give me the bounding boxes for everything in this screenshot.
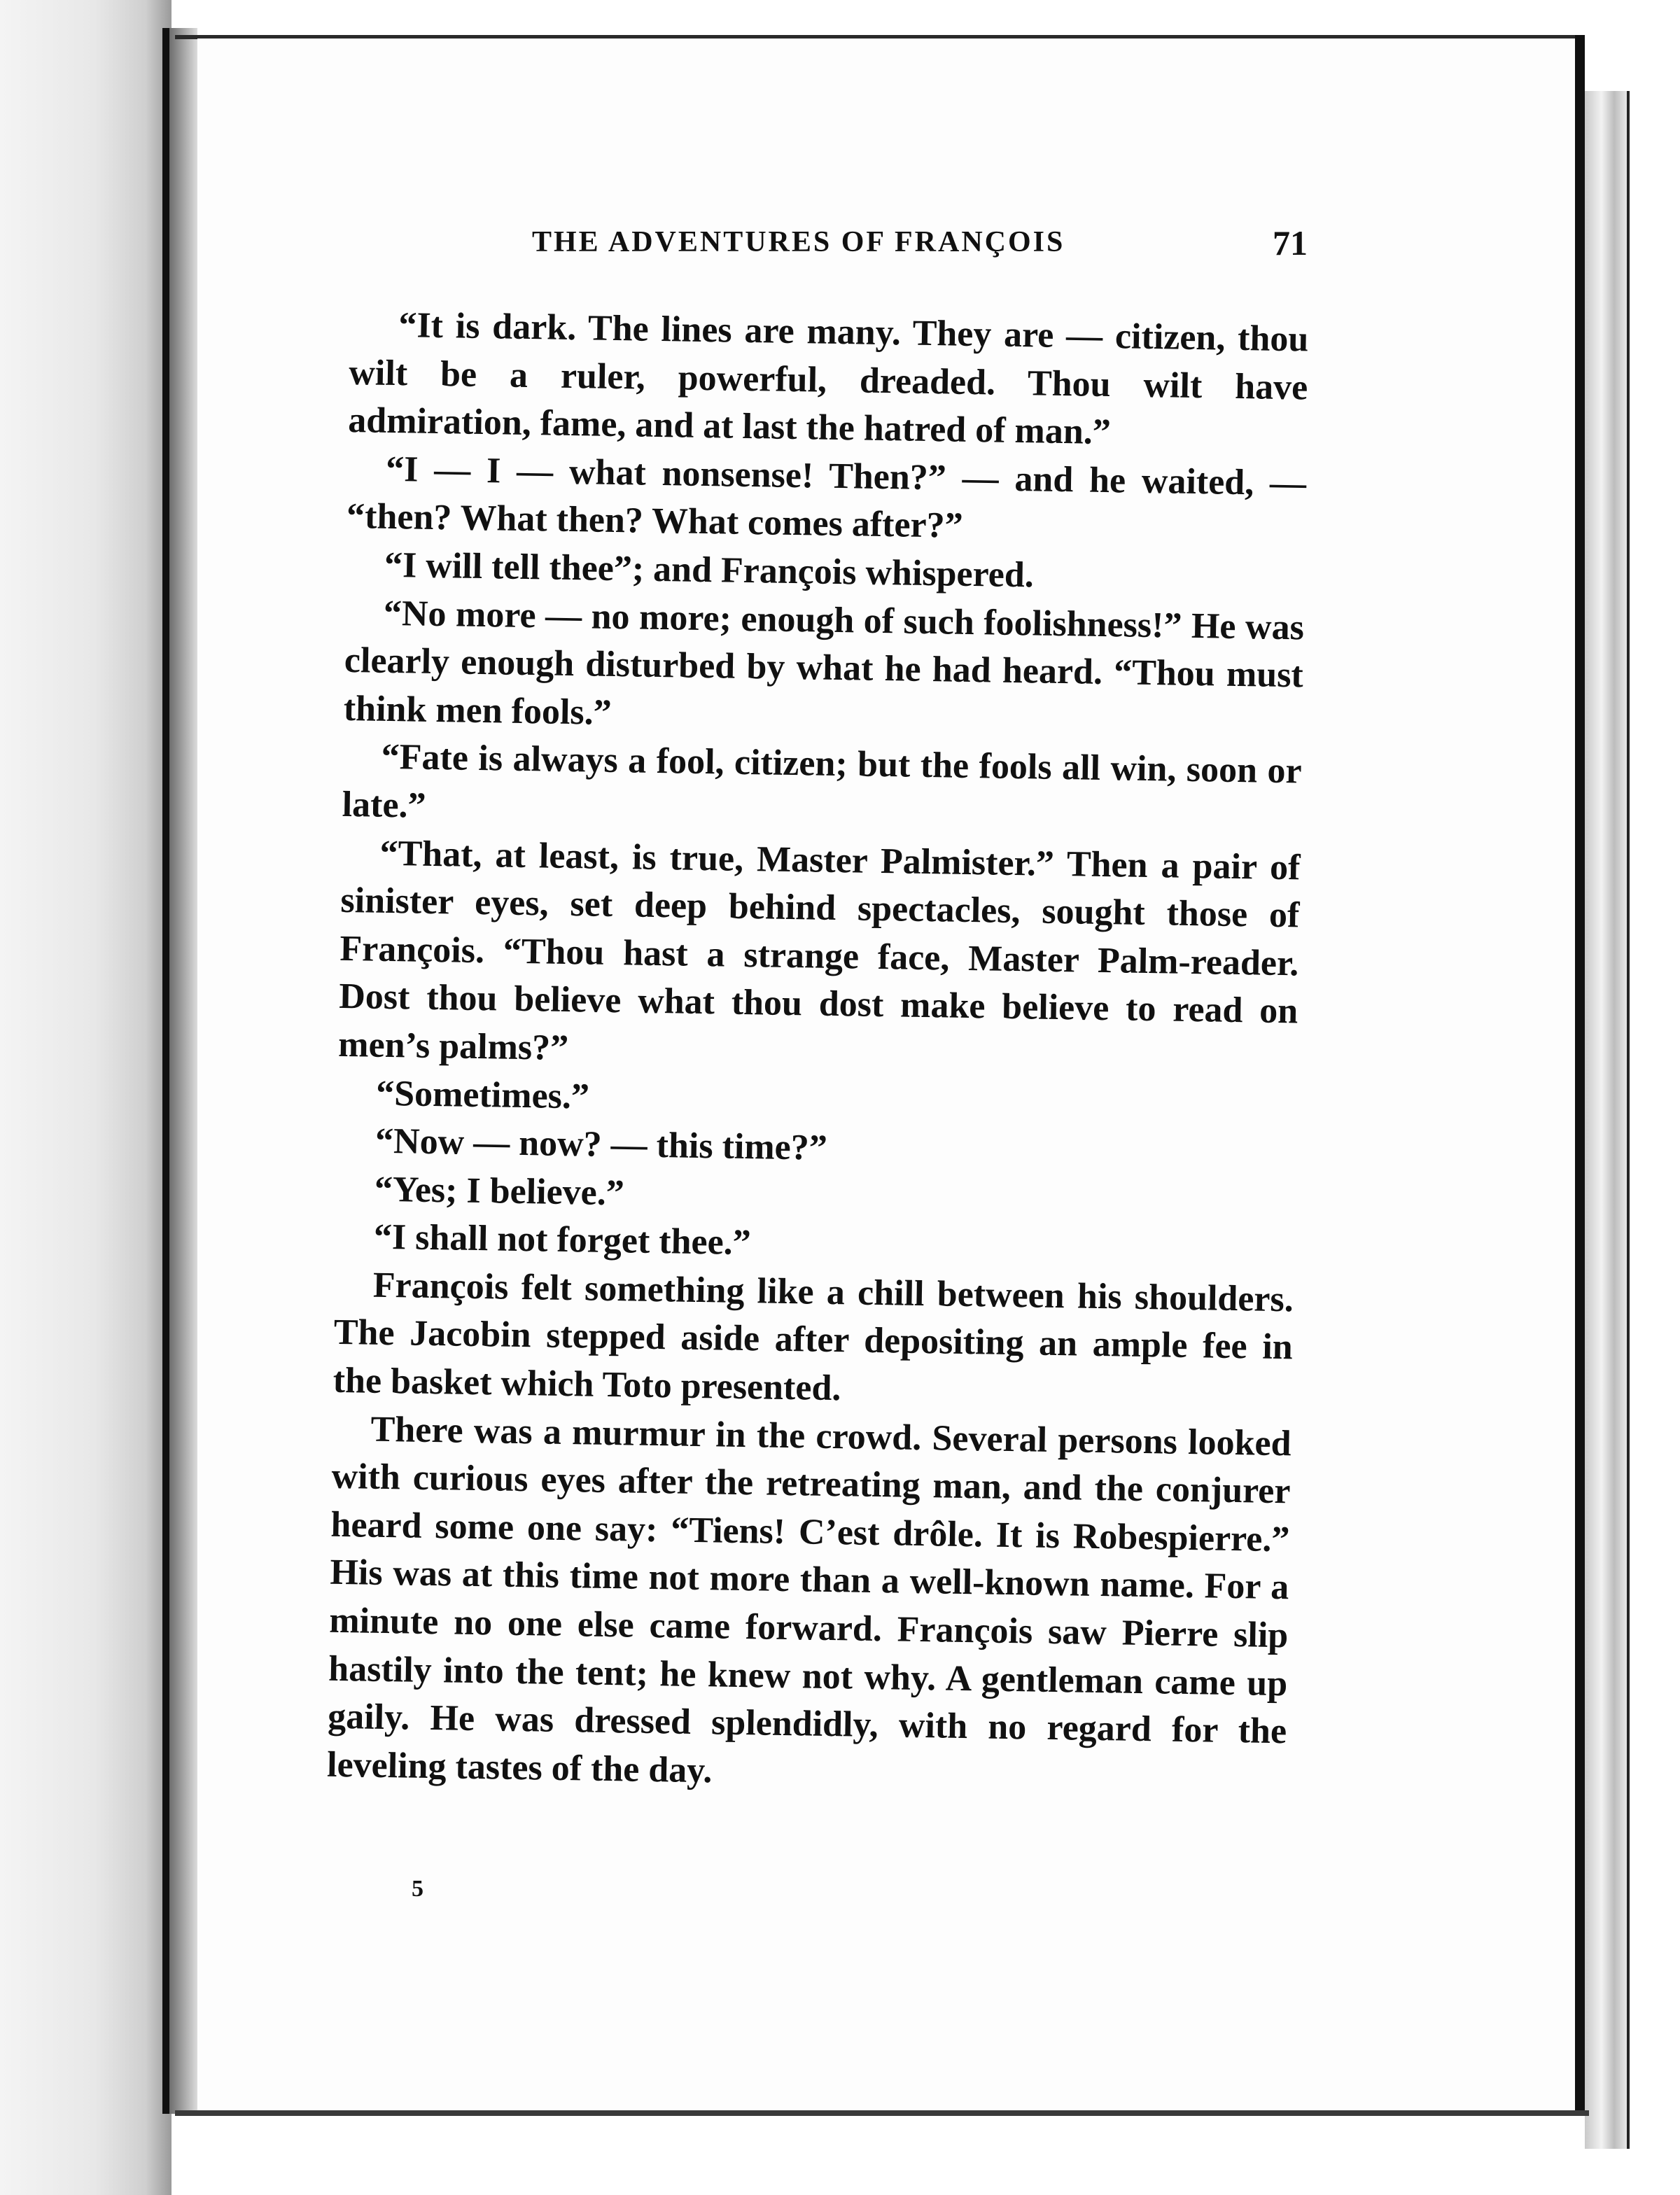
paragraph: There was a murmur in the crowd. Several persons looked with curious eyes after the retreating man, and the conjurer heard some one say: “Tiens! C’est drôle. It is Robespierre.” His was at this time not more than a well-known name. For a minute no one else came forward. François saw Pierre slip hastily into the tent; he knew not why. A gentleman came up gaily. He was dressed splendidly, with no regard for the leveling tastes of the day.: [326, 1409, 1292, 1791]
running-title: THE ADVENTURES OF FRANÇOIS: [532, 226, 1065, 258]
body-text: [327, 301, 1309, 1804]
paragraph: “Yes; I believe.”: [374, 1169, 625, 1213]
signature-mark: 5: [412, 1876, 424, 1902]
paragraph: “Now — now? — this time?”: [374, 1121, 828, 1168]
facing-page: [0, 0, 172, 2195]
page-stack-edge: [1585, 91, 1630, 2149]
paragraph: “I shall not forget thee.”: [373, 1216, 752, 1263]
paragraph: “That, at least, is true, Master Palmister.” Then a pair of sinister eyes, set deep behind spectacles, sought those of François. “Thou hast a strange face, Master Palm-reader. Dost thou believe what thou dost make believe to read on men’s palms?”: [337, 833, 1301, 1068]
paragraph: “Sometimes.”: [375, 1073, 590, 1117]
page-bottom-edge: [175, 2110, 1589, 2116]
paragraph: François felt something like a chill between his shoulders. The Jacobin stepped aside after depositing an ample fee in the basket which Toto presented.: [332, 1265, 1294, 1409]
paragraph: “I will tell thee”; and François whispered.: [384, 545, 1035, 596]
paragraph: “Fate is always a fool, citizen; but the fools all win, soon or late.”: [342, 737, 1303, 826]
book-gutter: [162, 28, 169, 2114]
paragraph: “No more — no more; enough of such foolishness!” He was clearly enough disturbed by what he had heard. “Thou must think men fools.”: [343, 593, 1305, 733]
page-right-edge: [1575, 35, 1585, 2114]
page-number: 71: [1273, 223, 1308, 262]
paragraph: “It is dark. The lines are many. They are — citizen, thou wilt be a ruler, powerful, dreaded. Thou wilt have admiration, fame, and at last the hatred of man.”: [347, 305, 1309, 453]
paragraph: “I — I — what nonsense! Then?” — and he waited, — “then? What then? What comes after?”: [346, 449, 1307, 547]
gutter-shadow: [169, 28, 197, 2114]
